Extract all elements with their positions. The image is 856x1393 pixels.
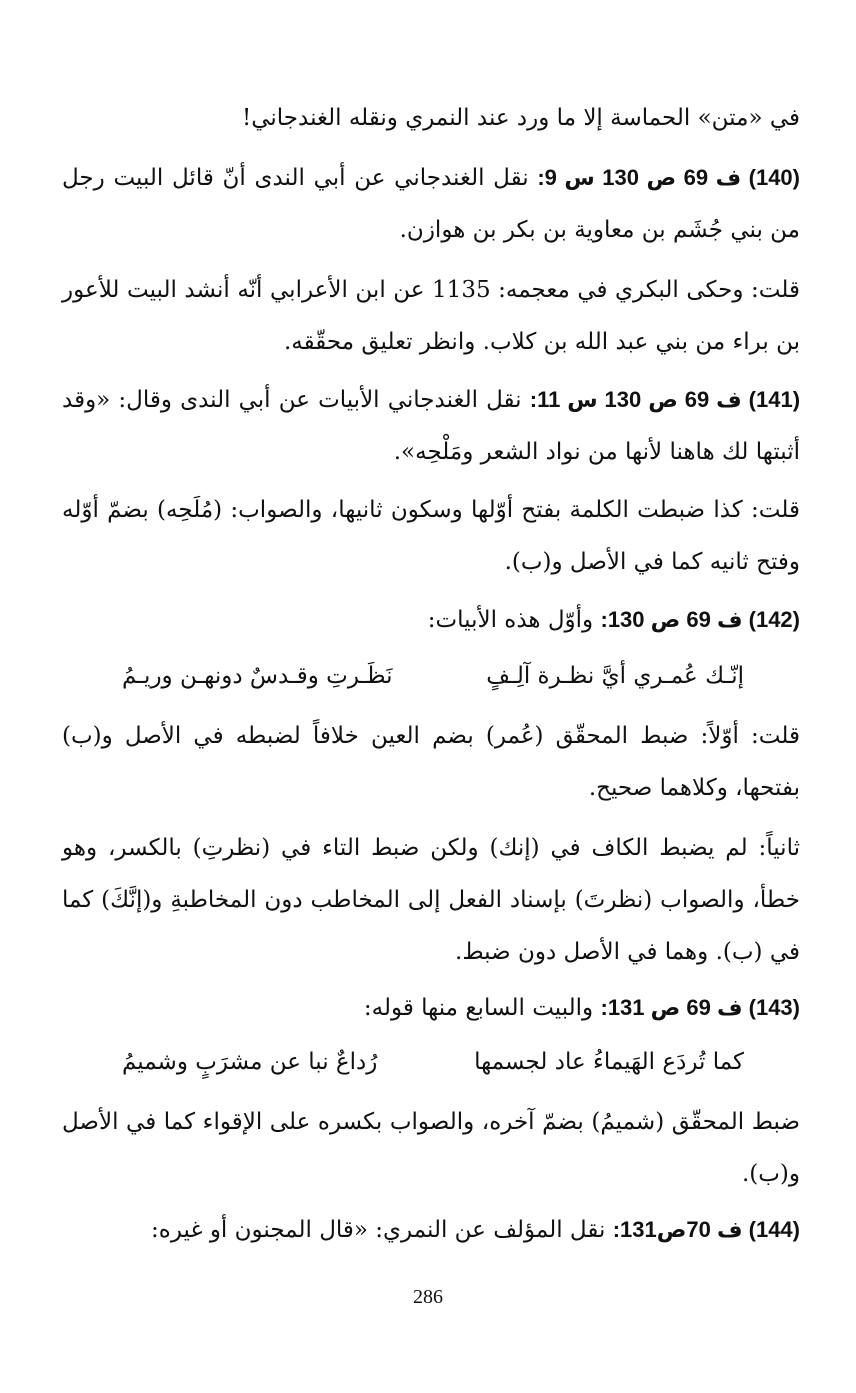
entry-144 [62, 1204, 800, 1256]
verse-1-second-hemistich: نَظَـرتِ وقـدسٌ دونهـن وريـمُ [122, 663, 393, 689]
entry-142-text: وأوّل هذه الأبيات: [427, 607, 594, 633]
entry-141-note-text: قلت: كذا ضبطت الكلمة بفتح أوّلها وسكون ثانيها، والصواب: (مُلَحِه) بضمّ أوّله وفتح ثانيه كما في الأصل و(ب). [62, 497, 800, 575]
entry-140 [62, 152, 800, 256]
entry-141-heading: (141) ف 69 ص 130 س 11: [529, 387, 801, 412]
entry-141 [62, 374, 800, 478]
entry-142-note-2-text: ثانياً: لم يضبط الكاف في (إنك) ولكن ضبط التاء في (نظرتِ) بالكسر، وهو خطأ، والصواب (نظرتَ) بإسناد الفعل إلى المخاطب دون المخاطبةِ و(إنَّكَ) كما في (ب). وهما في الأصل دون ضبط. [62, 835, 800, 965]
verse-1-first-hemistich: إنّـك عُمـري أيَّ نظـرة آلِـفٍ [486, 663, 744, 689]
entry-142-heading: (142) ف 69 ص 130: [600, 607, 800, 632]
entry-143-note [62, 1096, 800, 1200]
entry-144-heading: (144) ف 70ص131: [612, 1217, 800, 1242]
paragraph-intro-text: في «متن» الحماسة إلا ما ورد عند النمري ونقله الغندجاني! [241, 105, 800, 131]
entry-141-text: نقل الغندجاني الأبيات عن أبي الندى وقال: «وقد أثبتها لك هاهنا لأنها من نواد الشعر ومَلْحِه». [62, 387, 800, 465]
verse-1 [122, 650, 744, 702]
entry-143 [62, 982, 800, 1034]
page-number: 286 [413, 1286, 443, 1308]
entry-143-text: والبيت السابع منها قوله: [363, 995, 594, 1021]
entry-140-note [62, 264, 800, 368]
entry-143-heading: (143) ف 69 ص 131: [600, 995, 800, 1020]
entry-144-text: نقل المؤلف عن النمري: «قال المجنون أو غيره: [151, 1217, 606, 1243]
verse-2-first-hemistich: كما تُردَع الهَيماءُ عاد لجسمها [474, 1049, 744, 1075]
document-page [62, 92, 800, 1272]
paragraph-intro [62, 92, 800, 144]
verse-2 [122, 1036, 744, 1088]
verse-2-second-hemistich: رُداعٌ نبا عن مشرَبٍ وشميمُ [122, 1049, 378, 1075]
entry-142-note-1 [62, 710, 800, 814]
entry-140-text: نقل الغندجاني عن أبي الندى أنّ قائل البيت رجل من بني جُشَم بن معاوية بن بكر بن هوازن. [62, 165, 800, 243]
entry-141-note [62, 484, 800, 588]
entry-140-heading: (140) ف 69 ص 130 س 9: [537, 165, 800, 190]
entry-142 [62, 594, 800, 646]
entry-142-note-2 [62, 822, 800, 978]
entry-140-note-text: قلت: وحكى البكري في معجمه: 1135 عن ابن الأعرابي أنّه أنشد البيت للأعور بن براء من بني عبد الله بن كلاب. وانظر تعليق محقّقه. [62, 277, 800, 355]
entry-143-note-text: ضبط المحقّق (شميمُ) بضمّ آخره، والصواب بكسره على الإقواء كما في الأصل و(ب). [62, 1109, 800, 1187]
entry-142-note-1-text: قلت: أوّلاً: ضبط المحقّق (عُمر) بضم العين خلافاً لضبطه في الأصل و(ب) بفتحها، وكلاهما صحيح. [62, 723, 800, 801]
